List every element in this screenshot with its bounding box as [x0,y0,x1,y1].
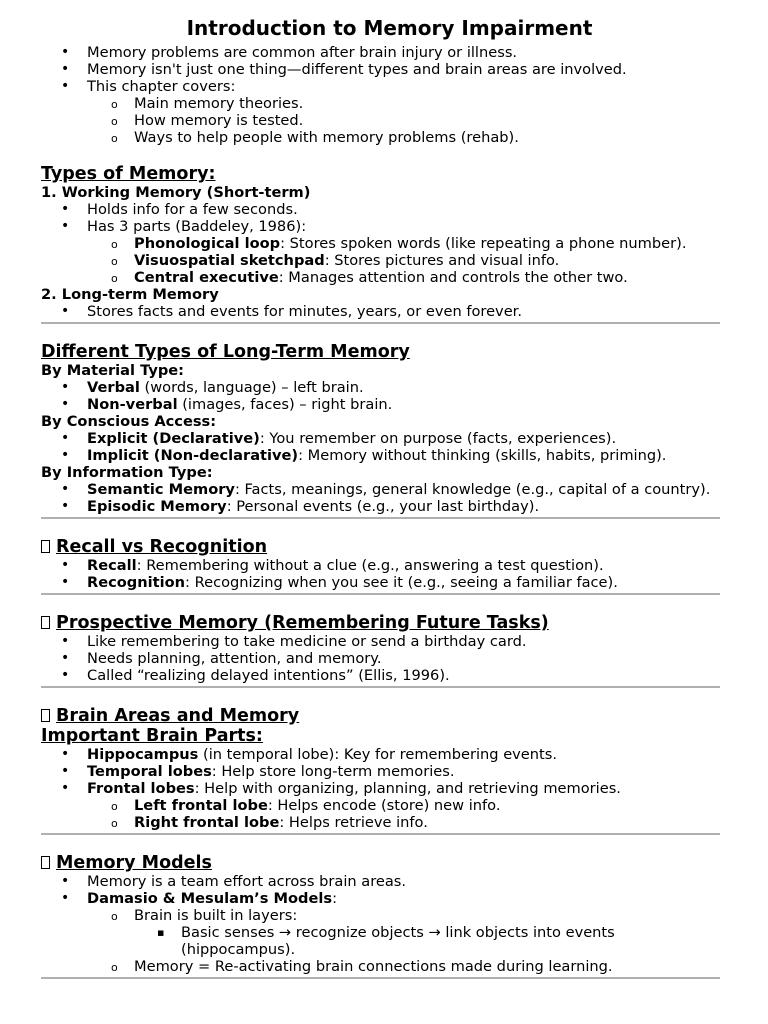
section-divider [41,833,720,835]
term: Phonological loop [134,235,281,252]
list-item: • Memory is a team effort across brain areas. [41,873,720,890]
list-item [41,780,720,797]
intro-list [41,44,720,146]
section-heading-prospective [41,613,720,633]
list-item: o How memory is tested. [41,112,720,129]
term: Semantic Memory [87,481,235,498]
list-item [41,890,720,907]
missing-glyph-icon [41,709,50,722]
list-item [41,447,720,464]
list-item: o Memory = Re-activating brain connections made during learning. [41,958,720,975]
list-item: • Memory isn't just one thing—different types and brain areas are involved. [41,61,720,78]
term: Left frontal lobe [134,797,268,814]
section-heading-brain [41,706,720,726]
heading-text: Brain Areas and Memory [56,706,300,726]
term: Non-verbal [87,396,178,413]
subheading-brain-parts: Important Brain Parts: [41,726,263,746]
heading-text: Recall vs Recognition [56,537,268,557]
models-list [41,873,720,975]
section-divider [41,977,720,979]
term: Right frontal lobe [134,814,280,831]
term: Central executive [134,269,279,286]
section-divider [41,686,720,688]
term: Damasio & Mesulam’s Models [87,890,333,907]
list-item: • Stores facts and events for minutes, years, or even forever. [41,303,720,320]
list-item [41,481,720,498]
list-item: • Holds info for a few seconds. [41,201,720,218]
definition: : Help with organizing, planning, and retrieving memories. [194,780,621,797]
list-item: • Called “realizing delayed intentions” (Ellis, 1996). [41,667,720,684]
definition: : Manages attention and controls the other two. [278,269,628,286]
information-list [41,481,720,515]
list-item [41,763,720,780]
section-heading-ltm-types: Different Types of Long-Term Memory [41,342,410,362]
list-item [41,430,720,447]
subheading-working-memory: 1. Working Memory (Short-term) [41,184,311,201]
section-divider [41,517,720,519]
subheading-long-term-memory: 2. Long-term Memory [41,286,219,303]
definition: (words, language) – left brain. [139,379,364,396]
term: Visuospatial sketchpad [134,252,325,269]
brain-list [41,746,720,831]
section-heading-models [41,853,720,873]
working-memory-list [41,201,720,286]
list-item: • Needs planning, attention, and memory. [41,650,720,667]
definition: : Help store long-term memories. [211,763,455,780]
recall-list [41,557,720,591]
term: Frontal lobes [87,780,195,797]
definition: : Facts, meanings, general knowledge (e.g., capital of a country). [234,481,711,498]
list-item: • Has 3 parts (Baddeley, 1986): [41,218,720,235]
list-item: o Main memory theories. [41,95,720,112]
material-list [41,379,720,413]
term: Temporal lobes [87,763,212,780]
list-item [41,557,720,574]
list-item [41,498,720,515]
term: Recognition [87,574,186,591]
conscious-list [41,430,720,464]
definition: : Helps retrieve info. [279,814,428,831]
term: Hippocampus [87,746,199,763]
section-divider [41,322,720,324]
definition: : You remember on purpose (facts, experiences). [259,430,617,447]
definition: : [332,890,337,907]
section-heading-types: Types of Memory: [41,164,216,184]
term: Episodic Memory [87,498,227,515]
long-term-memory-list [41,303,720,320]
list-item [41,797,720,814]
list-item [41,574,720,591]
prospective-list [41,633,720,684]
list-item: o Brain is built in layers: [41,907,720,924]
term: Recall [87,557,137,574]
definition: : Personal events (e.g., your last birthday). [226,498,540,515]
list-item: ▪ Basic senses → recognize objects → link objects into events (hippocampus). [41,924,720,958]
definition: : Helps encode (store) new info. [267,797,501,814]
list-item: • This chapter covers: [41,78,720,95]
subheading-information: By Information Type: [41,464,213,481]
document-title: Introduction to Memory Impairment [186,16,593,40]
missing-glyph-icon [41,540,50,553]
list-item: o Ways to help people with memory problems (rehab). [41,129,720,146]
term: Implicit (Non-declarative) [87,447,299,464]
list-item [41,252,720,269]
definition: (in temporal lobe): Key for remembering events. [198,746,557,763]
section-divider [41,593,720,595]
term: Verbal [87,379,140,396]
definition: : Stores pictures and visual info. [324,252,560,269]
list-item: • Memory problems are common after brain injury or illness. [41,44,720,61]
definition: (images, faces) – right brain. [177,396,393,413]
definition: : Recognizing when you see it (e.g., seeing a familiar face). [185,574,618,591]
definition: : Remembering without a clue (e.g., answering a test question). [136,557,604,574]
heading-text: Prospective Memory (Remembering Future Tasks) [56,613,549,633]
definition: : Stores spoken words (like repeating a phone number). [280,235,687,252]
list-item [41,814,720,831]
definition: : Memory without thinking (skills, habits, priming). [298,447,667,464]
missing-glyph-icon [41,616,50,629]
list-item [41,396,720,413]
subheading-material: By Material Type: [41,362,185,379]
list-item [41,235,720,252]
heading-text: Memory Models [56,853,212,873]
list-item [41,379,720,396]
section-heading-recall [41,537,720,557]
list-item [41,269,720,286]
term: Explicit (Declarative) [87,430,260,447]
list-item [41,746,720,763]
missing-glyph-icon [41,856,50,869]
subheading-conscious: By Conscious Access: [41,413,217,430]
list-item: • Like remembering to take medicine or send a birthday card. [41,633,720,650]
